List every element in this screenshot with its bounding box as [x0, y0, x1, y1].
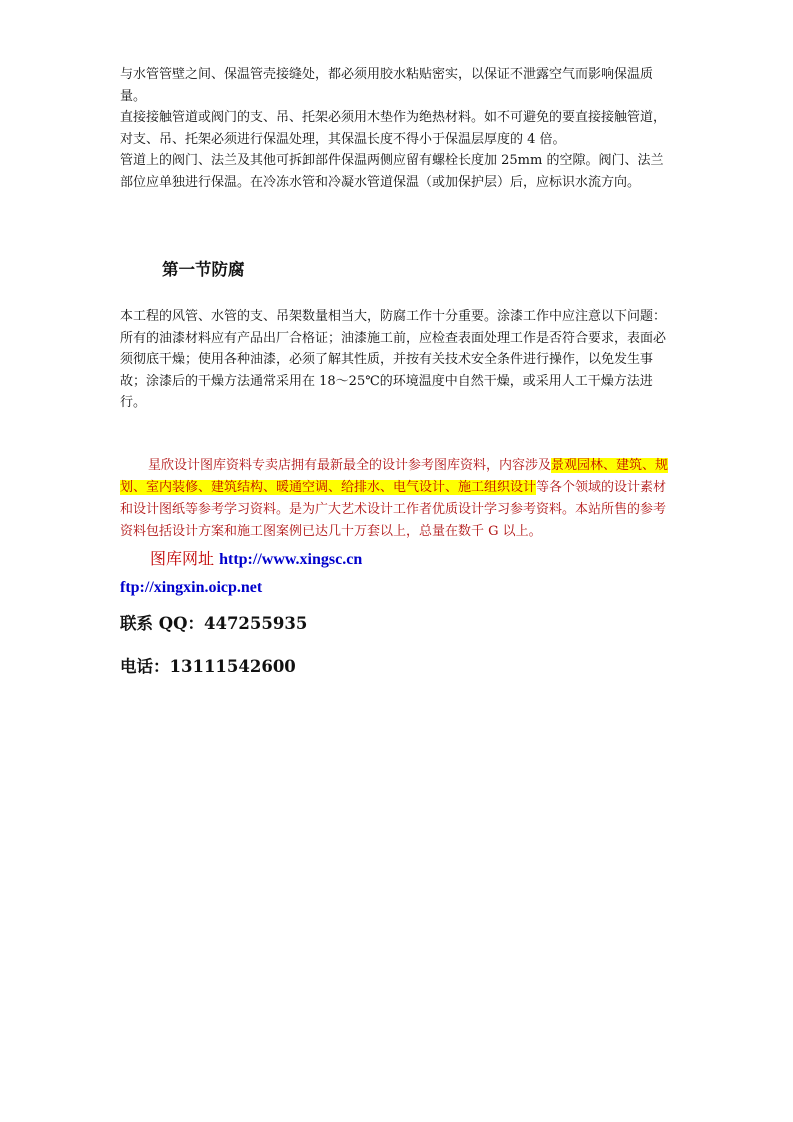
ftp-link[interactable]: ftp://xingxin.oicp.net — [120, 579, 263, 596]
website-label: 图库网址 — [150, 549, 220, 568]
promo-highlight: 景观园林、建筑、规划、室内装修、建筑结构、暖通空调、给排水、电气设计、施工组织设计 — [120, 458, 669, 495]
paragraph-anticorrosion: 本工程的风管、水管的支、吊架数量相当大，防腐工作十分重要。涂漆工作中应注意以下问题：所有的油漆材料应有产品出厂合格证；油漆施工前，应检查表面处理工作是否符合要求，表面必须彻底干燥；使用各种油漆，必须了解其性质，并按有关技术安全条件进行操作，以免发生事故；涂漆后的干燥方法通常采用在 18～25℃的环境温度中自然干燥，或采用人工干燥方法进行。 — [120, 309, 667, 410]
website-line — [150, 546, 362, 569]
promo-intro: 星欣设计图库资料专卖店拥有最新最全的设计参考图库资料，内容涉及 — [148, 458, 552, 473]
contact-qq: 联系 QQ：447255935 — [120, 614, 308, 633]
promo-paragraph — [120, 455, 676, 543]
promo-outro: 等各个领域的设计素材和设计图纸等参考学习资料。是为广大艺术设计工作者优质设计学习参考资料。本站所售的参考资料包括设计方案和施工图案例已达几十万套以上，总量在数千 G 以上。 — [120, 480, 667, 539]
paragraph-support-insulation: 直接接触管道或阀门的支、吊、托架必须用木垫作为绝热材料。如不可避免的要直接接触管道，对支、吊、托架必须进行保温处理，其保温长度不得小于保温层厚度的 4 倍。 — [120, 110, 667, 147]
website-link[interactable]: http://www.xingsc.cn — [219, 551, 363, 568]
section-heading: 第一节防腐 — [162, 260, 245, 279]
paragraph-insulation-seal: 与水管管壁之间、保温管壳接缝处，都必须用胶水粘贴密实，以保证不泄露空气而影响保温质量。 — [120, 67, 654, 104]
paragraph-valve-flange: 管道上的阀门、法兰及其他可拆卸部件保温两侧应留有螺栓长度加 25mm 的空隙。阀门、法兰部位应单独进行保温。在冷冻水管和冷凝水管道保温（或加保护层）后，应标识水流方向。 — [120, 153, 664, 190]
contact-phone: 电话：13111542600 — [120, 657, 296, 676]
